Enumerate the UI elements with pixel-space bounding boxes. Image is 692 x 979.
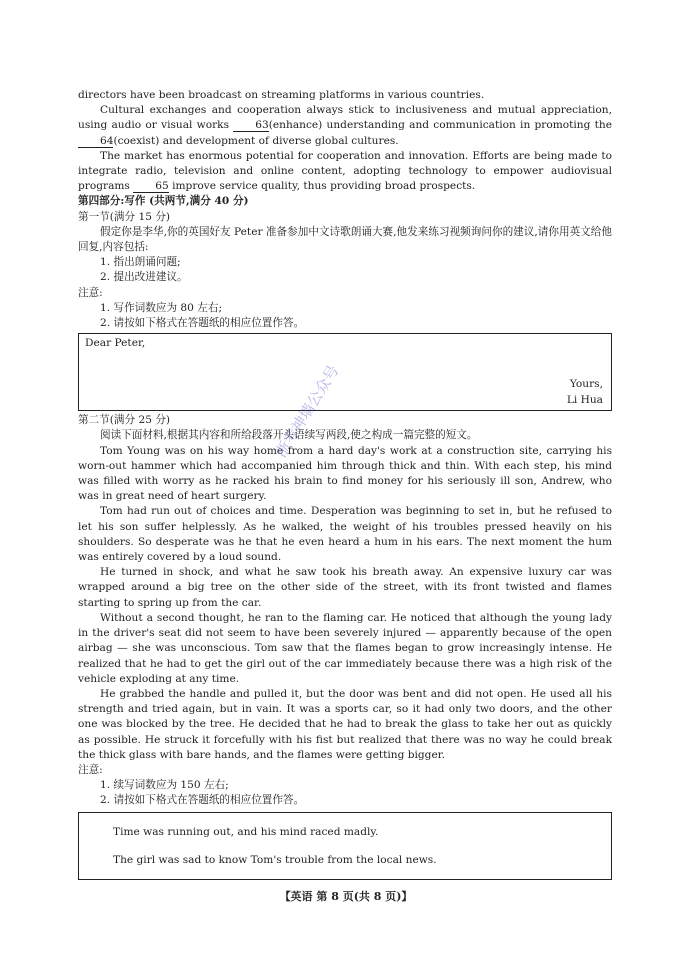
passage-paragraph-3 xyxy=(78,149,612,195)
story-paragraph: He turned in shock, and what he saw took his breath away. An expensive luxury car was wrapped around a big tree on the other side of the street, with its front twisted and flames starting to spring up from the car. xyxy=(78,566,612,609)
note-label: 注意: xyxy=(78,286,103,299)
part1-note: 1. 写作词数应为 80 左右; xyxy=(100,301,223,314)
part2-note: 2. 请按如下格式在答题纸的相应位置作答。 xyxy=(100,794,305,807)
story-paragraph: He grabbed the handle and pulled it, but the door was bent and did not open. He used all his strength and tried again, but in vain. It was a sports car, so it had only two doors, and the other one was blocked by the tree. He decided that he had to break the glass to take her out as quickly as possible. He struck it forcefully with his fist but realized that there was no way he could break the thick glass with bare hands, and the flames were getting bigger. xyxy=(78,687,612,761)
part2-title: 第二节(满分 25 分) xyxy=(78,414,171,427)
part2-note: 1. 续写词数应为 150 左右; xyxy=(100,779,229,792)
section-heading: 第四部分:写作 (共两节,满分 40 分) xyxy=(78,195,249,208)
story-paragraph: Tom Young was on his way home from a hard day's work at a construction site, carrying his worn-out hammer which had accompanied him through thick and thin. With each step, his mind was filled with worry as he racked his brain to find money for his seriously ill son, Andrew, who was in great need of heart surgery. xyxy=(78,444,612,503)
continuation-answer-box xyxy=(78,812,612,880)
story-paragraph: Without a second thought, he ran to the flaming car. He noticed that although the young lady in the driver's seat did not seem to have been severely injured — apparently because of the open airbag — she was unconscious. Tom saw that the flames began to grow increasingly intense. He realized that he had to get the girl out of the car immediately because there was a high risk of the vehicle exploding at any time. xyxy=(78,611,612,685)
story-paragraph: Tom had run out of choices and time. Desperation was beginning to set in, but he refused to let his son suffer helplessly. As he walked, the weight of his troubles pressed heavily on his shoulders. So desperate was he that he even heard a hum in his ears. The next moment the hum was entirely covered by a loud sound. xyxy=(78,505,612,564)
continuation-opener-2: The girl was sad to know Tom's trouble from the local news. xyxy=(113,853,437,866)
exam-page xyxy=(78,88,612,883)
part1-item: 1. 指出朗诵问题; xyxy=(100,256,181,269)
page-footer: 【英语 第 8 页(共 8 页)】 xyxy=(279,890,413,903)
blank-65: 65 xyxy=(133,180,168,193)
part1-note: 2. 请按如下格式在答题纸的相应位置作答。 xyxy=(100,317,305,330)
watermark: 浙考神墙公众号 xyxy=(271,362,343,461)
part2-prompt: 阅读下面材料,根据其内容和所给段落开头语续写两段,使之构成一篇完整的短文。 xyxy=(100,429,478,442)
letter-name: Li Hua xyxy=(566,394,603,407)
letter-signature xyxy=(567,376,603,408)
letter-closing: Yours, xyxy=(569,378,603,391)
passage-text: (enhance) understanding and communication in promoting the xyxy=(268,119,612,132)
part1-prompt: 假定你是李华,你的英国好友 Peter 准备参加中文诗歌朗诵大赛,他发来练习视频询问你的建议,请你用英文给他回复,内容包括: xyxy=(78,225,612,254)
passage-text: The market has enormous potential for cooperation and innovation. Efforts are being made to integrate radio, television and online content, adopting technology to empower audiovisual programs xyxy=(78,149,612,193)
part1-item: 2. 提出改进建议。 xyxy=(100,271,188,284)
letter-greeting: Dear Peter, xyxy=(85,337,146,350)
passage-text: improve service quality, thus providing broad prospects. xyxy=(168,180,476,193)
passage-tail-line: directors have been broadcast on streaming platforms in various countries. xyxy=(78,89,485,101)
letter-answer-box xyxy=(78,333,612,411)
blank-63: 63 xyxy=(233,119,268,132)
blank-64: 64 xyxy=(78,135,113,148)
note-label: 注意: xyxy=(78,763,103,776)
part1-title: 第一节(满分 15 分) xyxy=(78,210,171,223)
passage-text: (coexist) and development of diverse global cultures. xyxy=(113,134,399,147)
continuation-opener-1: Time was running out, and his mind raced madly. xyxy=(113,825,379,838)
passage-paragraph-2 xyxy=(78,103,612,149)
passage-text: Cultural exchanges and cooperation always stick to inclusiveness and mutual appreciation, using audio or visual works xyxy=(78,104,612,132)
